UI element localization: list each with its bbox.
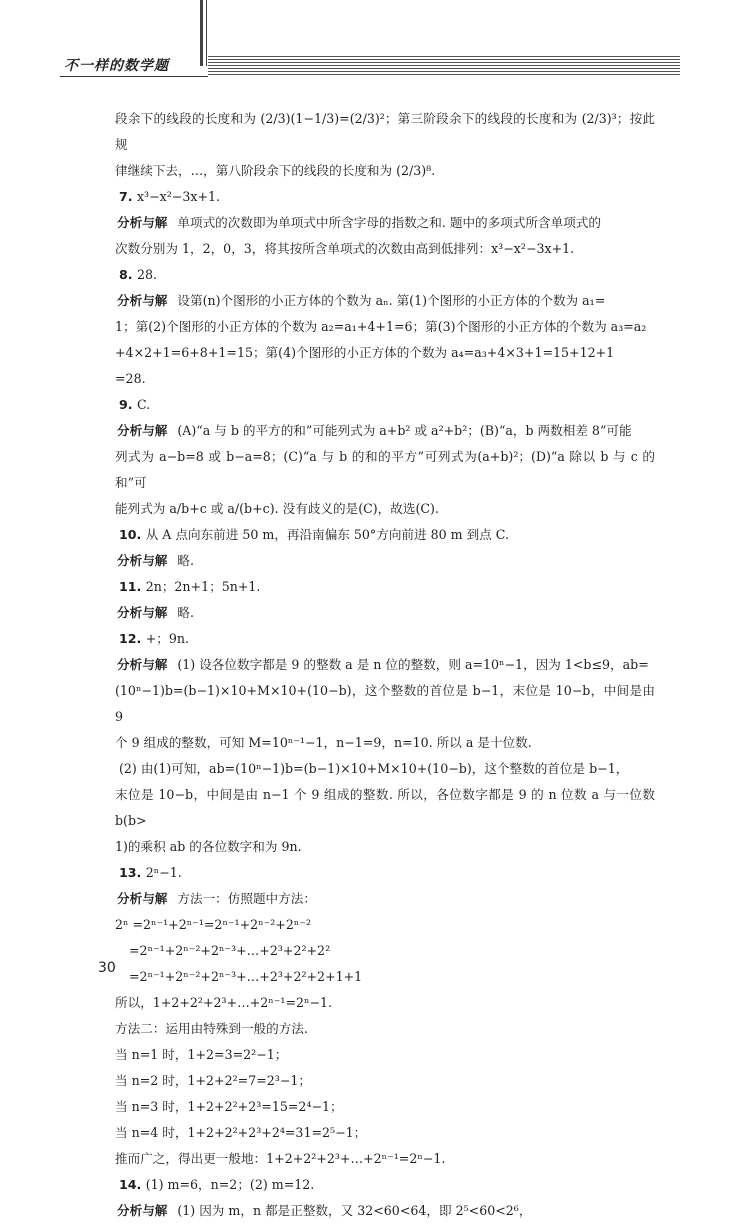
text-line [115, 106, 655, 158]
page-body [117, 106, 655, 1224]
text-line [117, 1198, 655, 1224]
text-line [115, 366, 655, 392]
text-line [115, 912, 655, 938]
line-text: 当 n=1 时，1+2=3=2²−1； [115, 1047, 288, 1062]
line-text: =2ⁿ⁻¹+2ⁿ⁻²+2ⁿ⁻³+…+2³+2²+2+1+1 [129, 969, 363, 984]
line-text: (1) 设各位数字都是 9 的整数 a 是 n 位的整数，则 a=10ⁿ−1，因为 1<b≤9，ab= [177, 657, 649, 672]
text-line [117, 184, 655, 210]
item-number: 13. [119, 865, 146, 880]
line-text: =28. [115, 371, 146, 386]
text-line [115, 730, 655, 756]
header-underline [60, 76, 208, 77]
text-line [117, 418, 655, 444]
line-text: 设第(n)个图形的小正方体的个数为 aₙ. 第(1)个图形的小正方体的个数为 a₁= [177, 293, 606, 308]
line-text: 28. [136, 267, 157, 282]
analysis-label: 分析与解 [117, 215, 168, 230]
text-line [117, 756, 655, 782]
line-text: 当 n=2 时，1+2+2²=7=2³−1； [115, 1073, 311, 1088]
text-line [117, 548, 655, 574]
text-line [115, 1146, 655, 1172]
header-vertical-rule-thin [206, 0, 207, 66]
line-text: (A)“a 与 b 的平方的和”可能列式为 a+b² 或 a²+b²；(B)“a，b 两数相差 8”可能 [177, 423, 632, 438]
text-line [115, 1016, 655, 1042]
line-text: 列式为 a−b=8 或 b−a=8；(C)“a 与 b 的和的平方”可列式为(a+b)²；(D)“a 除以 b 与 c 的和”可 [115, 449, 655, 490]
line-text: 当 n=3 时，1+2+2²+2³=15=2⁴−1； [115, 1099, 343, 1114]
line-text: 律继续下去，…，第八阶段余下的线段的长度和为 (2/3)⁸. [115, 163, 436, 178]
line-text: 略. [177, 553, 194, 568]
line-text: 略. [177, 605, 194, 620]
text-line [117, 652, 655, 678]
item-number: 10. [119, 527, 146, 542]
analysis-label: 分析与解 [117, 891, 168, 906]
header-striped-band [208, 56, 680, 76]
analysis-label: 分析与解 [117, 657, 168, 672]
line-text: +；9n. [145, 631, 189, 646]
text-line [115, 236, 655, 262]
line-text: (2) 由(1)可知，ab=(10ⁿ−1)b=(b−1)×10+M×10+(10−b)，这个整数的首位是 b−1， [119, 761, 629, 776]
line-text: 个 9 组成的整数，可知 M=10ⁿ⁻¹−1，n−1=9，n=10. 所以 a 是十位数. [115, 735, 532, 750]
analysis-label: 分析与解 [117, 553, 168, 568]
text-line [117, 860, 655, 886]
line-text: 当 n=4 时，1+2+2²+2³+2⁴=31=2⁵−1； [115, 1125, 367, 1140]
text-line [117, 574, 655, 600]
analysis-label: 分析与解 [117, 423, 168, 438]
item-number: 8. [119, 267, 137, 282]
text-line [117, 522, 655, 548]
text-line [115, 1042, 655, 1068]
text-line [115, 1120, 655, 1146]
line-text: 2ⁿ =2ⁿ⁻¹+2ⁿ⁻¹=2ⁿ⁻¹+2ⁿ⁻²+2ⁿ⁻² [115, 917, 312, 932]
text-line [115, 1094, 655, 1120]
text-line [115, 782, 655, 834]
text-line [115, 444, 655, 496]
text-line [117, 1172, 655, 1198]
line-text: 能列式为 a/b+c 或 a/(b+c). 没有歧义的是(C)，故选(C). [115, 501, 439, 516]
text-line [115, 990, 655, 1016]
item-number: 11. [119, 579, 146, 594]
line-text: (10ⁿ−1)b=(b−1)×10+M×10+(10−b)，这个整数的首位是 b−1，末位是 10−b，中间是由 9 [115, 683, 655, 724]
text-line [117, 886, 655, 912]
item-number: 14. [119, 1177, 146, 1192]
line-text: =2ⁿ⁻¹+2ⁿ⁻²+2ⁿ⁻³+…+2³+2²+2² [129, 943, 331, 958]
line-text: x³−x²−3x+1. [136, 189, 221, 204]
text-line [117, 392, 655, 418]
line-text: 次数分别为 1，2，0，3，将其按所含单项式的次数由高到低排列：x³−x²−3x+1. [115, 241, 575, 256]
text-line [115, 496, 655, 522]
text-line [115, 834, 655, 860]
running-header-title: 不一样的数学题 [64, 58, 169, 74]
item-number: 7. [119, 189, 137, 204]
line-text: 1)的乘积 ab 的各位数字和为 9n. [115, 839, 302, 854]
line-text: 从 A 点向东前进 50 m，再沿南偏东 50°方向前进 80 m 到点 C. [145, 527, 509, 542]
line-text: C. [136, 397, 151, 412]
line-text: 单项式的次数即为单项式中所含字母的指数之和. 题中的多项式所含单项式的 [177, 215, 601, 230]
line-text: 推而广之，得出更一般地：1+2+2²+2³+…+2ⁿ⁻¹=2ⁿ−1. [115, 1151, 446, 1166]
line-text: 末位是 10−b，中间是由 n−1 个 9 组成的整数. 所以，各位数字都是 9 的 n 位数 a 与一位数 b(b> [115, 787, 655, 828]
line-text: 方法一：仿照题中方法： [177, 891, 316, 906]
text-line [115, 964, 655, 990]
text-line [115, 340, 655, 366]
page-number: 30 [98, 960, 116, 976]
item-number: 9. [119, 397, 137, 412]
text-line [115, 158, 655, 184]
text-line [115, 1068, 655, 1094]
analysis-label: 分析与解 [117, 293, 168, 308]
line-text: (1) 因为 m，n 都是正整数，又 32<60<64，即 2⁵<60<2⁶， [177, 1203, 532, 1218]
header-vertical-rule [200, 0, 203, 66]
text-line [117, 600, 655, 626]
analysis-label: 分析与解 [117, 1203, 168, 1218]
line-text: +4×2+1=6+8+1=15；第(4)个图形的小正方体的个数为 a₄=a₃+4×3+1=15+12+1 [115, 345, 615, 360]
line-text: 2ⁿ−1. [145, 865, 182, 880]
text-line [115, 314, 655, 340]
text-line [115, 678, 655, 730]
item-number: 12. [119, 631, 146, 646]
line-text: 2n；2n+1；5n+1. [145, 579, 261, 594]
text-line [117, 262, 655, 288]
text-line [115, 938, 655, 964]
text-line [117, 626, 655, 652]
text-line [117, 210, 655, 236]
line-text: 1；第(2)个图形的小正方体的个数为 a₂=a₁+4+1=6；第(3)个图形的小正方体的个数为 a₃=a₂ [115, 319, 647, 334]
line-text: (1) m=6，n=2；(2) m=12. [145, 1177, 315, 1192]
line-text: 所以，1+2+2²+2³+…+2ⁿ⁻¹=2ⁿ−1. [115, 995, 333, 1010]
line-text: 段余下的线段的长度和为 (2/3)(1−1/3)=(2/3)²；第三阶段余下的线段的长度和为 (2/3)³；按此规 [115, 111, 655, 152]
line-text: 方法二：运用由特殊到一般的方法. [115, 1021, 308, 1036]
text-line [117, 288, 655, 314]
analysis-label: 分析与解 [117, 605, 168, 620]
